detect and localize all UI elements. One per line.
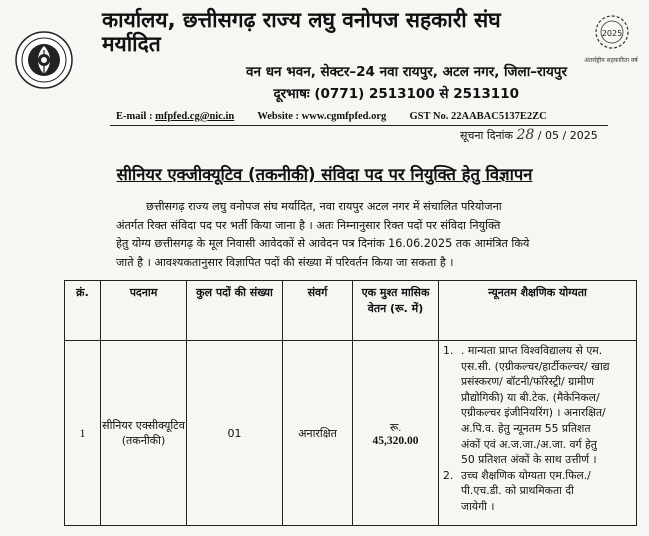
organization-name-line2: मर्यादित (102, 32, 161, 56)
advertisement-title (0, 162, 649, 185)
qualification-number: 1. (443, 344, 454, 357)
website-link[interactable]: www.cgmfpfed.org (301, 111, 387, 122)
qualification-line: उच्च शैक्षणिक योग्यता एम.फिल./ (461, 468, 591, 482)
email-link[interactable]: mfpfed.cg@nic.in (155, 111, 235, 122)
notice-date-label: सूचना दिनांक (460, 129, 513, 142)
right-logo-caption: अंतर्राष्ट्रीय सहकारिता वर्ष (584, 57, 638, 64)
cell-count: 01 (187, 341, 283, 526)
vacancy-table (64, 280, 637, 526)
organization-name (102, 8, 572, 56)
header-post: पदनाम (101, 281, 187, 341)
notice-date (460, 127, 598, 143)
cell-salary (353, 341, 439, 526)
email-label: E-mail : (116, 111, 153, 122)
intro-line: छत्तीसगढ़ राज्य लघु वनोपज संघ मर्यादित, नवा रायपुर अटल नगर में संचालित परियोजना (146, 200, 502, 213)
gst-number: GST No. 22AABAC5137E2ZC (409, 111, 547, 122)
qualification-item (443, 468, 626, 515)
notice-date-rest: / 05 / 2025 (537, 129, 598, 142)
right-logo-year: 2025 (601, 29, 623, 38)
header-divider (110, 125, 608, 126)
intro-paragraph (116, 198, 621, 272)
qualification-item (443, 343, 626, 468)
website-label: Website : (257, 111, 300, 122)
qualification-line: पी.एच.डी. को प्राथमिकता दी (461, 484, 574, 498)
cell-qualification (439, 341, 637, 526)
header-category: संवर्ग (283, 281, 353, 341)
qualification-line: एग्रीकल्चर इंजीनियरिंग) । अनारक्षित/ (461, 406, 606, 420)
table-row (65, 341, 637, 526)
salary-prefix: रू. (389, 421, 402, 434)
qualification-line: जायेगी । (461, 499, 495, 513)
header-sno: क्रं. (65, 281, 101, 341)
qualification-line: 50 प्रतिशत अंकों के साथ उत्तीर्ण । (461, 453, 597, 467)
cell-sno: 1 (65, 341, 101, 526)
header-salary: एक मुश्त मासिक वेतन (रू. में) (353, 281, 439, 341)
office-address: वन धन भवन, सेक्टर–24 नवा रायपुर, अटल नगर, जिला–रायपुर (246, 64, 567, 80)
advertisement-title-text: सीनियर एक्जीक्यूटिव (तकनीकी) संविदा पद पर नियुक्ति हेतु विज्ञापन (116, 165, 533, 184)
notice-date-day: 28 (516, 127, 535, 143)
intro-line: जाते है । आवश्यकतानुसार विज्ञापित पदों की संख्या में परिवर्तन किया जा सकता है । (116, 255, 454, 269)
salary-amount: 45,320.00 (372, 434, 419, 447)
qualification-line: प्रसंस्करण/ बॉटनी/फॉरेस्ट्री/ ग्रामीण (461, 375, 595, 389)
federation-emblem-icon (14, 30, 74, 90)
header-count: कुल पदों की संख्या (187, 281, 283, 341)
header-qualification: न्यूनतम शैक्षणिक योग्यता (439, 281, 637, 341)
contact-line (116, 111, 547, 122)
office-phone: दूरभाषः (0771) 2513100 से 2513110 (273, 86, 519, 102)
cooperative-year-emblem-icon (590, 12, 634, 52)
qualification-line: अ.पि.व. हेतु न्यूनतम 55 प्रतिशत (461, 421, 591, 435)
qualification-line: अंकों एवं अ.ज.जा./अ.जा. वर्ग हेतु (461, 437, 597, 451)
cell-category: अनारक्षित (283, 341, 353, 526)
qualification-number: 2. (443, 468, 454, 482)
qualification-line: . मान्यता प्राप्त विश्वविद्यालय से एम. (461, 344, 603, 357)
cell-post: सीनियर एक्सीक्यूटिव (तकनीकी) (101, 341, 187, 526)
intro-line: अंतर्गत रिक्त संविदा पद पर भर्ती किया जाना है । अतः निम्नानुसार रिक्त पदों पर संविदा नियुक्ति (116, 218, 501, 232)
qualification-line: एस.सी. (एग्रीकल्चर/हार्टीकल्चर/ खाद्य (461, 359, 610, 373)
intro-line: हेतु योग्य छत्तीसगढ़ के मूल निवासी आवेदकों से आवेदन पत्र दिनांक 16.06.2025 तक आमंत्रित किये (116, 237, 530, 250)
table-header-row (65, 281, 637, 341)
qualification-line: प्रौद्योगिकी) या बी.टेक. (मैकेनिकल/ (461, 390, 600, 404)
organization-name-line1: कार्यालय, छत्तीसगढ़ राज्य लघु वनोपज सहकारी संघ (102, 8, 501, 32)
